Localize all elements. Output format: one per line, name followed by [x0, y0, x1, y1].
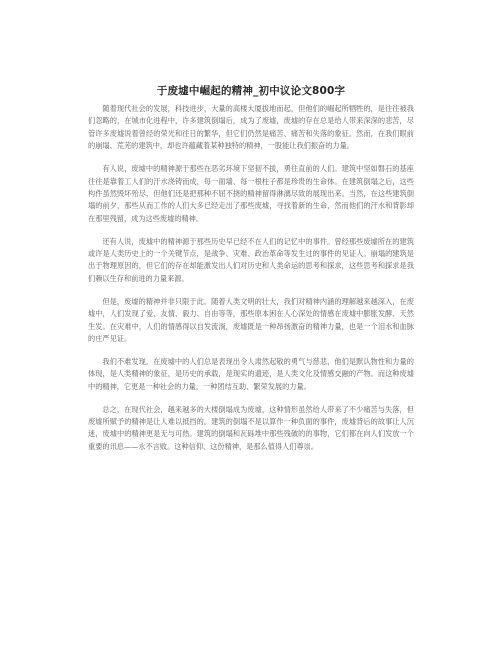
paragraph-2: 有人说，废墟中的精神源于那些在恶劣环境下坚韧不拔，勇往直前的人们。建筑中坚如磐石的基座往往是靠着工人们的汗水浇铸而成，每一面墙、每一根柱子都是珍贵的生命体。在建筑倒塌之后，这些构件虽然毁坏殆尽，但他们还是把那种不屈不挠的精神留得淋漓尽致的展现出来。当然，在这些建筑倒塌的前夕，那些从而工作的人们大多已经走出了那些废墟，寻找着新的生命，然而他们的汗水和背影却在那里残留，成为这些废墟的精神。 — [88, 164, 414, 223]
paragraph-6: 总之，在现代社会，越来越多的大楼倒塌成为废墟，这种情形虽然给人带来了不少痛苦与失落，但废墟所赋予的精神是让人难以抵挡的。建筑的倒塌不是以算作一种负面的事件，废墟背后的故事让人沉迷，废墟中的精神更是无与可热。建筑的倒塌和瓦砾堆中那些残破的的事物，它们都在向人们发放一个重要的讯息——永不言败。这种信仰、这份精神，是那么值得人们尊崇。 — [88, 404, 414, 451]
paragraph-4: 但是，废墟的精神并非只限于此。随着人类文明的壮大，我们对精神内涵的理解越来越深入，在废墟中，人们发现了爱、友情、毅力、自由等等，那些原本困在人心深处的情感在废墟中膨胀发酵、天然生发。在灾难中，人们的情感得以自发流淌，废墟既是一种昂扬激奋的精神力量，也是一个泪水和血脉的庄严见证。 — [88, 296, 414, 343]
paragraph-3: 还有人说，废墟中的精神源于那些历史早已经不在人们的记忆中的事件。曾经那些废墟所在的建筑或许是人类历史上的一个关键节点，是战争、灾难、政治革命等发生过的事件的见证人。崩塌的建筑是出于物理原因的，但它们的存在却能激发出人们对历史和人类命运的思考和探求，这些思考和探求是我们赖以生存和前进的力量来源。 — [88, 236, 414, 283]
paragraph-5: 我们不难发现，在废墟中的人们总是表现出令人肃然起敬的勇气与慈悲，他们是默认物性和力量的体现，是人类精神的象征，是历史的承载，是现实的遗迹，是人类文化及情感交融的产物。而这种废墟中的精神，它更是一种社会的力量，一种团结互助、繁荣发展的力量。 — [88, 356, 414, 391]
document-body — [88, 103, 414, 464]
paragraph-1: 随着现代社会的发展，科技进步，大量的高楼大厦拔地而起，但他们的崛起所牺牲的，是往往被我们忽略的，在城市化进程中，许多建筑倒塌后，成为了废墟，废墟的存在总是给人带来深深的悲苦，尽管许多废墟说着曾经的荣光和往日的繁华，但它们仍然是痛苦、痛苦和失落的象征。然而，在我们眼前的崩塌、荒芜的建筑中，却也许蕴藏着某种独特的精神，一股能让我们振奋的力量。 — [88, 104, 414, 151]
document-title: 于废墟中崛起的精神_初中议论文800字 — [156, 85, 346, 97]
